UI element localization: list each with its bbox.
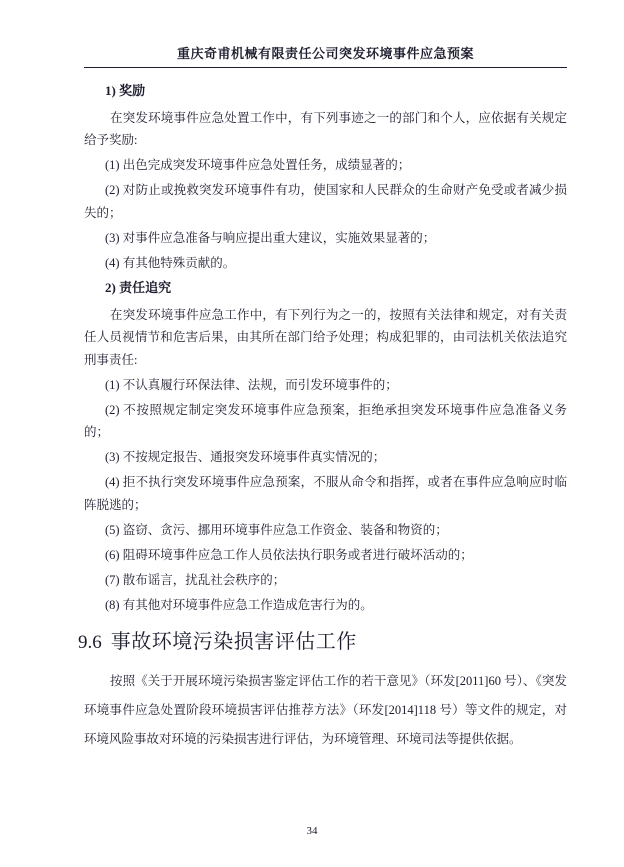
- page-number: 34: [306, 825, 318, 837]
- list-item-reward-1: (1) 出色完成突发环境事件应急处置任务，成绩显著的；: [105, 158, 411, 172]
- page-header: [84, 0, 567, 68]
- list-item-accountability-5: (5) 盗窃、贪污、挪用环境事件应急工作资金、装备和物资的；: [105, 522, 448, 537]
- document-body: [78, 68, 567, 754]
- paragraph-accountability-intro: 在突发环境事件应急工作中，有下列行为之一的，按照有关法律和规定，对有关责任人员视情节和危害后果，由其所在部门给予处理；构成犯罪的，由司法机关依法追究刑事责任:: [84, 307, 567, 367]
- list-item-accountability-3: (3) 不按规定报告、通报突发环境事件真实情况的；: [105, 450, 386, 464]
- section-heading-9-6: [78, 629, 567, 656]
- list-item-accountability-8: (8) 有其他对环境事件应急工作造成危害行为的。: [105, 597, 373, 612]
- subsection-heading-accountability: 2) 责任追究: [105, 280, 172, 295]
- list-item-accountability-6: (6) 阻碍环境事件应急工作人员依法执行职务或者进行破坏活动的；: [105, 547, 473, 562]
- page-footer: [0, 825, 624, 837]
- list-item-accountability-4: (4) 拒不执行突发环境事件应急预案，不服从命令和指挥，或者在事件应急响应时临阵脱逃的；: [84, 475, 567, 512]
- paragraph-assessment-body: 按照《关于开展环境污染损害鉴定评估工作的若干意见》（环发[2011]60 号）、《突发环境事件应急处置阶段环境损害评估推荐方法》（环发[2014]118 号）等文件的规定，对环境风险事故对环境的污染损害进行评估，为环境管理、环境司法等提供依据。: [84, 674, 567, 746]
- list-item-reward-3: (3) 对事件应急准备与响应提出重大建议，实施效果显著的；: [105, 230, 436, 245]
- header-title: 重庆奇甫机械有限责任公司突发环境事件应急预案: [176, 46, 474, 61]
- list-item-reward-2: (2) 对防止或挽救突发环境事件有功，使国家和人民群众的生命财产免受或者减少损失的；: [84, 183, 567, 220]
- paragraph-reward-intro: 在突发环境事件应急处置工作中，有下列事迹之一的部门和个人，应依据有关规定给予奖励:: [84, 110, 567, 147]
- list-item-accountability-2: (2) 不按照规定制定突发环境事件应急预案，拒绝承担突发环境事件应急准备义务的；: [84, 402, 567, 439]
- subsection-heading-reward: 1) 奖励: [105, 83, 146, 98]
- list-item-accountability-1: (1) 不认真履行环保法律、法规，而引发环境事件的；: [105, 377, 398, 392]
- section-title: 事故环境污染损害评估工作: [110, 631, 357, 653]
- list-item-reward-4: (4) 有其他特殊贡献的。: [105, 255, 236, 270]
- list-item-accountability-7: (7) 散布谣言，扰乱社会秩序的；: [105, 572, 286, 587]
- section-number: 9.6: [78, 632, 102, 653]
